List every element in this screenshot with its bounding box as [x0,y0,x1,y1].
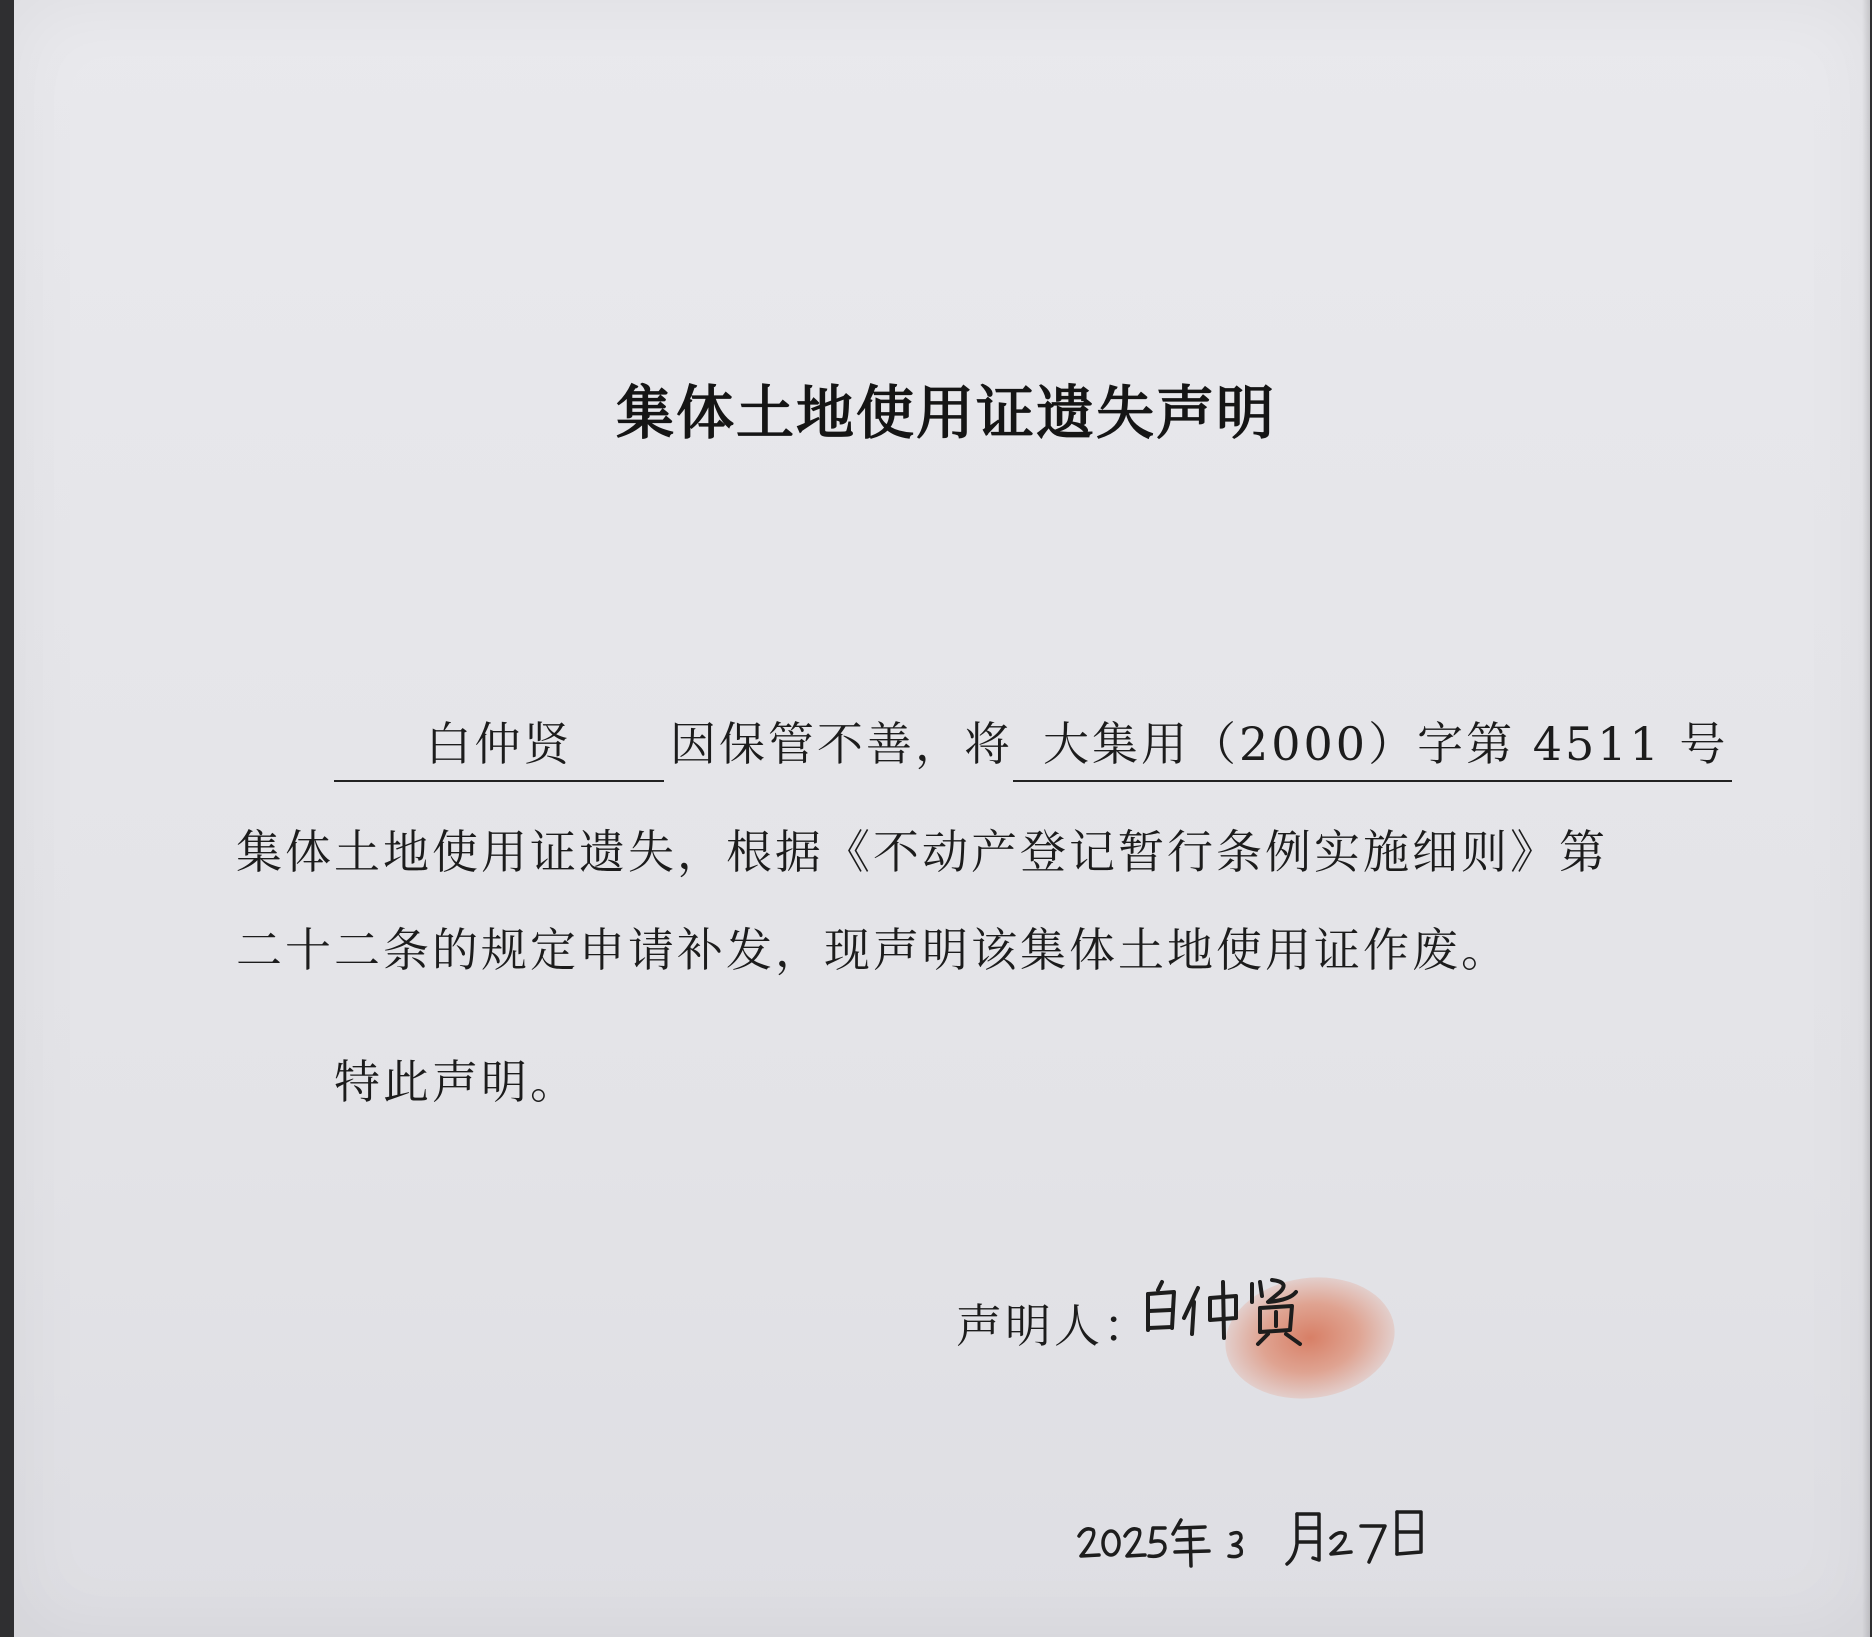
closing-statement: 特此声明。 [334,1055,579,1109]
body-line-1 [334,714,1754,782]
body-line-2: 集体土地使用证遗失，根据《不动产登记暂行条例实施细则》第 [236,825,1608,879]
declarant-label: 声明人： [956,1299,1152,1353]
declarant-name-field: 白仲贤 [334,714,664,782]
body-line-3: 二十二条的规定申请补发，现声明该集体土地使用证作废。 [236,923,1510,977]
handwritten-signature [1140,1268,1340,1348]
paper-edge-shadow [1862,0,1870,1637]
body-line-1-text: 因保管不善，将 [670,717,1013,771]
document-page [14,0,1870,1637]
certificate-number-field: 大集用（2000）字第 4511 号 [1013,714,1732,782]
handwritten-date [1075,1500,1495,1570]
document-title: 集体土地使用证遗失声明 [615,379,1276,447]
